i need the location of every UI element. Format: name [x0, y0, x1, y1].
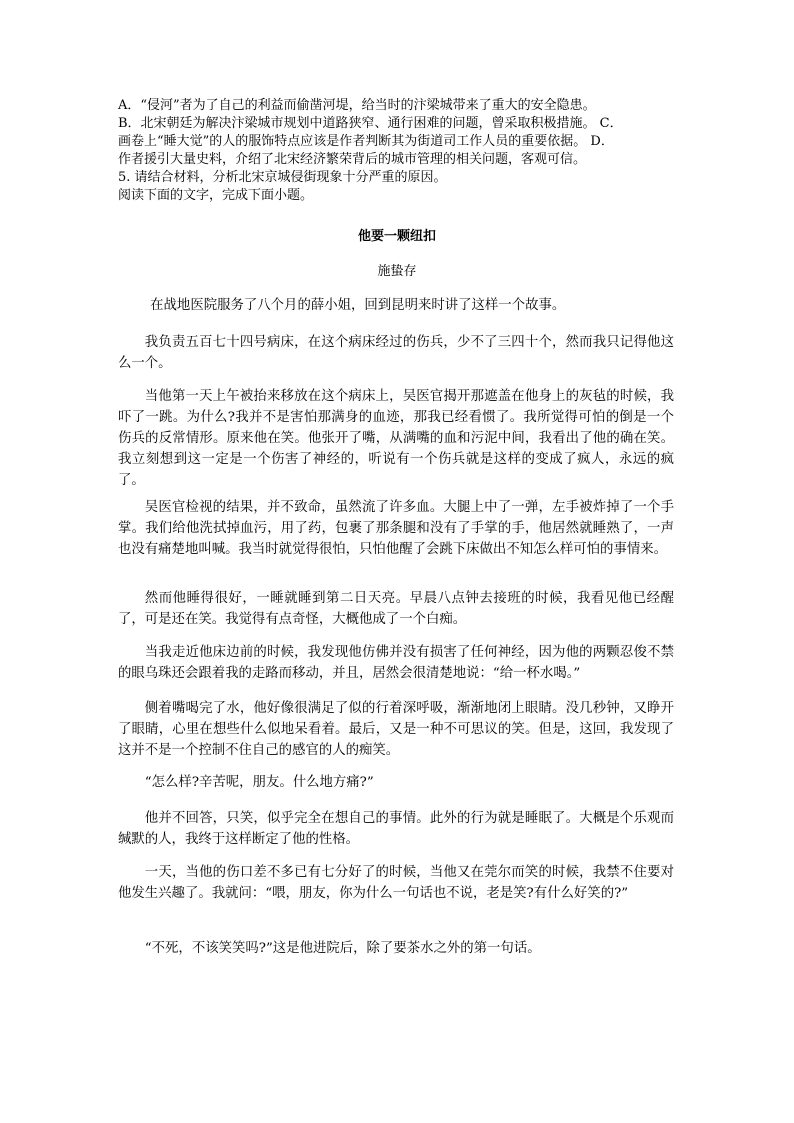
article-paragraph: 一天，当他的伤口差不多已有七分好了的时候，当他又在莞尔而笑的时候，我禁不住要对他发生兴趣了。我就问：“喂，朋友，你为什么一句话也不说，老是笑?有什么好笑的?”: [118, 865, 674, 901]
article-author: 施蛰存: [377, 264, 417, 279]
article-paragraph: 吴医官检视的结果，并不致命，虽然流了许多血。大腿上中了一弹，左手被炸掉了一个手掌。我们给他洗拭掉血污，用了药，包裹了那条腿和没有了手掌的手，他居然就睡熟了，一声也没有痛楚地叫喊。我当时就觉得很怕，只怕他醒了会跳下床做出不知怎么样可怕的事情来。: [118, 500, 674, 557]
article-paragraph: “怎么样?辛苦呢，朋友。什么地方痛?”: [144, 775, 374, 790]
question-5: 5. 请结合材料，分析北宋京城侵街现象十分严重的原因。: [118, 170, 447, 185]
option-a-line: A．“侵河”者为了自己的利益而偷凿河堤，给当时的汴梁城带来了重大的安全隐患。: [118, 98, 596, 113]
article-title: 他要一颗纽扣: [357, 229, 436, 244]
reading-instruction: 阅读下面的文字，完成下面小题。: [118, 188, 314, 203]
article-paragraph: 当他第一天上午被抬来移放在这个病床上，吴医官揭开那遮盖在他身上的灰毡的时候，我吓了一跳。为什么?我并不是害怕那满身的血迹，那我已经看惯了。我所觉得可怕的倒是一个伤兵的反常情形。原来他在笑。他张开了嘴，从满嘴的血和污泥中间，我看出了他的确在笑。我立刻想到这一定是一个伤害了神经的，听说有一个伤兵就是这样的变成了疯人，永远的疯了。: [118, 389, 674, 488]
article-paragraph: 侧着嘴喝完了水，他好像很满足了似的行着深呼吸，渐渐地闭上眼睛。没几秒钟，又睁开了眼睛，心里在想些什么似地呆看着。最后，又是一种不可思议的笑。但是，这回，我发现了这并不是一个控制不住自己的感官的人的痴笑。: [118, 701, 674, 758]
article-paragraph: 在战地医院服务了八个月的薛小姐，回到昆明来时讲了这样一个故事。: [150, 298, 566, 313]
option-b-line: B．北宋朝廷为解决汴梁城市规划中道路狭窄、通行困难的问题，曾采取积极措施。 C．: [118, 116, 623, 131]
article-paragraph: 他并不回答，只笑，似乎完全在想自己的事情。此外的行为就是睡眠了。大概是个乐观而缄默的人，我终于这样断定了他的性格。: [118, 811, 674, 847]
article-paragraph: 当我走近他床边前的时候，我发现他仿佛并没有损害了任何神经，因为他的两颗忍俊不禁的眼乌珠还会跟着我的走路而移动，并且，居然会很清楚地说：“给一杯水喝。”: [118, 645, 674, 681]
article-paragraph: “不死，不该笑笑吗?”这是他进院后，除了要茶水之外的第一句话。: [144, 941, 541, 956]
article-paragraph: 我负责五百七十四号病床，在这个病床经过的伤兵，少不了三四十个，然而我只记得他这么一个。: [118, 335, 674, 371]
option-d-line: 作者援引大量史料，介绍了北宋经济繁荣背后的城市管理的相关问题，客观可信。: [118, 152, 587, 167]
article-paragraph: 然而他睡得很好，一睡就睡到第二日天亮。早晨八点钟去接班的时候，我看见他已经醒了，可是还在笑。我觉得有点奇怪，大概他成了一个白痴。: [118, 591, 674, 627]
option-c-line: 画卷上“睡大觉”的人的服饰特点应该是作者判断其为街道司工作人员的重要依据。 D．: [118, 134, 614, 149]
